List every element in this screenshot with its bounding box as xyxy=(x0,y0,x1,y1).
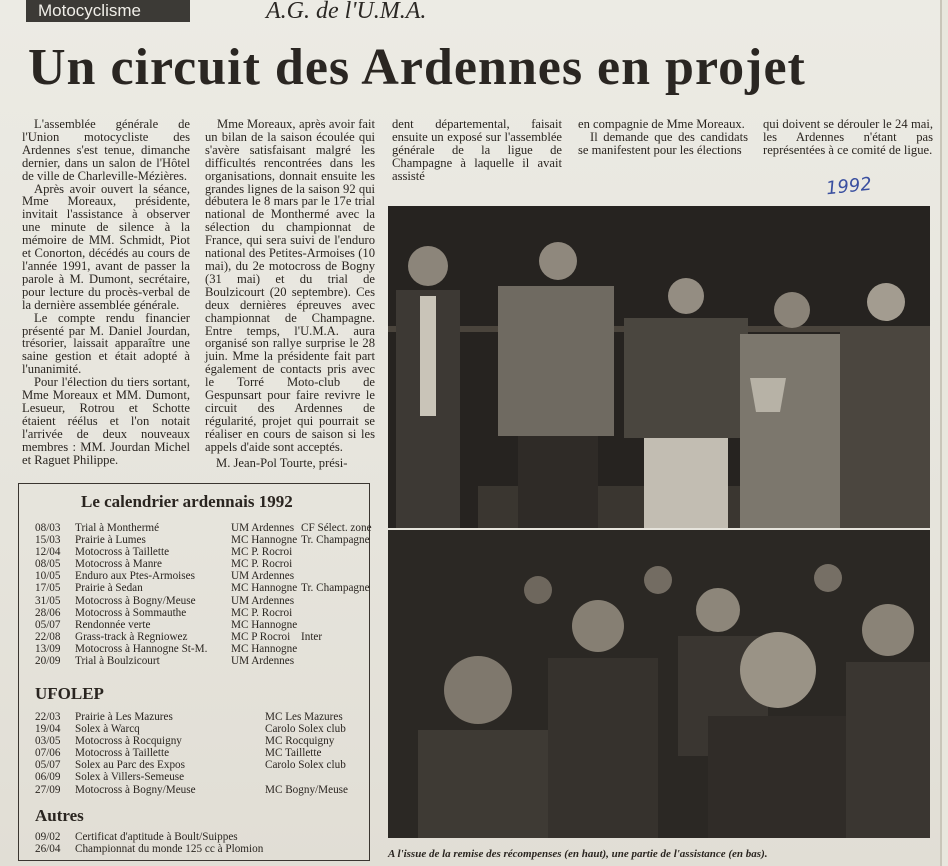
paragraph: Pour l'élection du tiers sortant, Mme Moreaux et MM. Dumont, Lesueur, Rotrou et Schotte étaient réélus et l'on notait l'arrivée de deux nouveaux membres : MM. Jourdan Michel et Raguet Philippe. xyxy=(22,375,190,467)
photo-audience xyxy=(388,530,930,838)
handwritten-year: 1992 xyxy=(825,173,873,200)
article-column-2 xyxy=(205,118,375,454)
kicker: A.G. de l'U.M.A. xyxy=(266,0,427,24)
paragraph: Il demande que des candidats se manifestent pour les élections xyxy=(578,129,748,157)
paragraph: Le compte rendu financier présenté par M. Daniel Jourdan, trésorier, laissait apparaître une saine gestion et était adopté à l'unanimité. xyxy=(22,310,190,377)
article-column-4 xyxy=(578,118,748,157)
section-rubric: Motocyclisme xyxy=(26,0,190,22)
ufolep-heading: UFOLEP xyxy=(35,684,104,703)
photo-audience-illustration xyxy=(388,530,930,838)
article-signature: M. Jean-Pol Tourte, prési- xyxy=(216,456,348,470)
paragraph: Après avoir ouvert la séance, Mme Moreaux, présidente, invitait l'assistance à observer une minute de silence à la mémoire de MM. Schmidt, Piot et Conorton, décédés au cours de l'année 1991, avant de passer la parole à M. Dumont, secrétaire, pour lecture du procès-verbal de la dernière assemblée générale. xyxy=(22,181,190,312)
photo-caption: A l'issue de la remise des récompenses (en haut), une partie de l'assistance (en bas). xyxy=(388,848,768,860)
paragraph: Mme Moreaux, après avoir fait un bilan de la saison écoulée qui s'avère satisfaisant malgré les difficultés rencontrées dans les organisations, donnait ensuite les grandes lignes de la saison 92 qui débutera le 8 mars par le 17e trial national de Monthermé avec la sélection du championnat de France, qui sera suivi de l'enduro national des Petites-Armoises (10 mai), du 2e motocross de Bogny (31 mai) et du trial de Boulzicourt (20 septembre). Ces deux dernières épreuves avec championnat de Champagne. Entre temps, l'U.M.A. aura organisé son rallye surprise le 28 juin. Mme la présidente fait part également de contacts pris avec le Torré Moto-club de Gespunsart pour faire revivre le circuit des Ardennes de régularité, projet qui pourrait se réaliser en cours de saison si les appels d'aide sont acceptés. xyxy=(205,117,375,454)
autres-heading: Autres xyxy=(35,806,84,825)
calendar-title: Le calendrier ardennais 1992 xyxy=(81,492,293,511)
article-column-3 xyxy=(392,118,562,183)
calendar-box: Le calendrier ardennais 1992 08/03 Trial à Monthermé UM Ardennes CF Sélect. zone 15/03 Prairie à Lumes MC Hannogne Tr. Champagne 12/04 Motocross à Taillette MC P. Rocroi 08/05 Motocross à Manre MC P. Rocroi 10/05 Enduro aux Ptes-Armoises UM Ardennes 17/05 Prairie à Sedan MC Hannogne Tr. Champagne 31/05 Motocross à Bogny/Meuse UM Ardennes 28/06 Motocross à Sommauthe MC P. Rocroi 05/07 Rendonnée verte MC Hannogne 22/08 Grass-track à Regniowez MC P Rocroi Inter 13/09 Motocross à Hannogne St-M. MC Hannogne 20/09 Trial à Boulzicourt UM Ardennes UFOLEP 22/03 Prairie à Les Mazures MC Les Mazures 19/04 Solex à Warcq Carolo Solex club 03/05 Motocross à Rocquigny MC Rocquigny 07/06 Motocross à Taillette MC Taillette 05/07 Solex au Parc des Expos Carolo Solex club 06/09 Solex à Villers-Semeuse 27/09 Motocross à Bogny/Meuse MC Bogny/Meuse Autres 09/02 Certificat d'aptitude à Boult/Suippes 26/04 Championnat du monde 125 cc à Plomion xyxy=(18,483,370,861)
photo-award-ceremony-illustration xyxy=(388,206,930,528)
paragraph: en compagnie de Mme Moreaux. xyxy=(578,117,745,131)
paragraph: L'assemblée générale de l'Union motocycliste des Ardennes s'est tenue, dimanche dernier, dans un salon de l'Hôtel de ville de Charleville-Mézières. xyxy=(22,117,190,183)
paragraph: qui doivent se dérouler le 24 mai, les Ardennes n'étant pas représentées à ce comité de ligue. xyxy=(763,117,933,157)
photo-award-ceremony xyxy=(388,206,930,528)
headline: Un circuit des Ardennes en projet xyxy=(28,39,806,96)
article-column-1 xyxy=(22,118,190,466)
article-column-5 xyxy=(763,118,933,157)
paragraph: dent départemental, faisait ensuite un exposé sur l'assemblée générale de la ligue de Champagne à laquelle il avait assisté xyxy=(392,117,562,183)
